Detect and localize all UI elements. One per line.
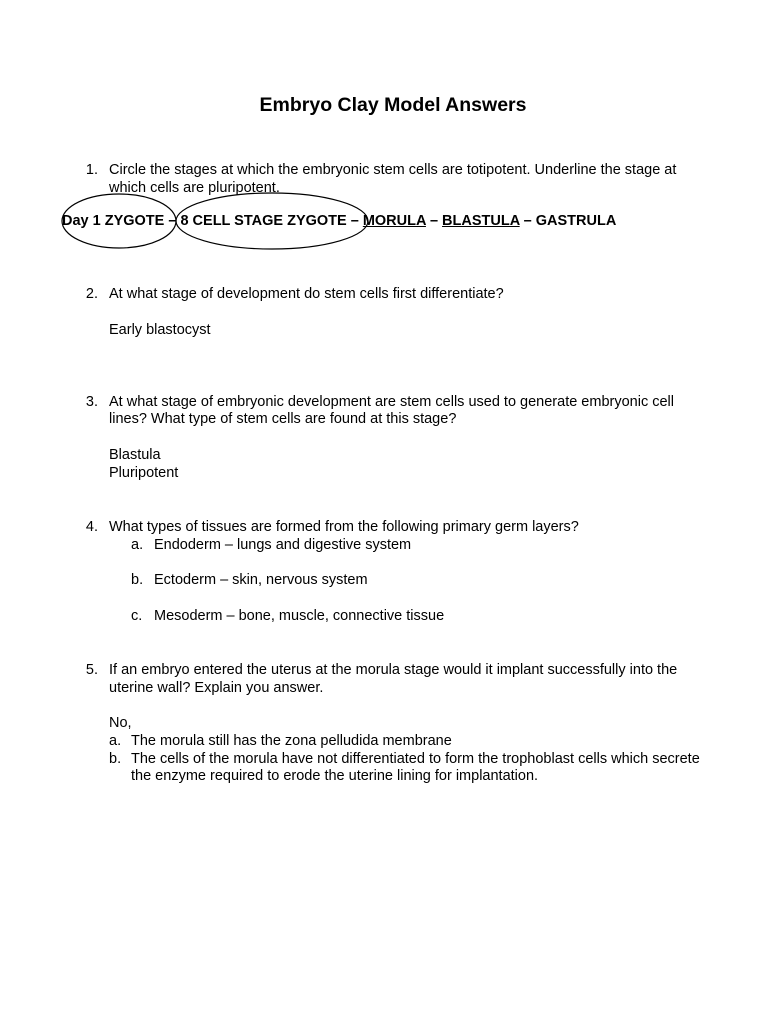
question-1-text-line2: which cells are pluripotent. [109,180,280,196]
stage-8-cell-zygote: 8 CELL STAGE ZYGOTE [180,213,347,229]
stage-separator: – [519,213,536,229]
list-item: Mesoderm – bone, muscle, connective tissue [154,608,445,624]
question-5-number: 5. [85,662,98,678]
page-title: Embryo Clay Model Answers [259,94,527,116]
list-item-continuation: the enzyme required to erode the uterine lining for implantation. [131,768,539,784]
list-item: Ectoderm – skin, nervous system [154,572,368,588]
question-1-text-line1: Circle the stages at which the embryonic stem cells are totipotent. Underline the stage at [109,162,677,178]
list-item-marker: a. [131,537,144,553]
question-2-number: 2. [85,286,98,302]
question-3-text-line2: lines? What type of stem cells are found at this stage? [109,411,457,427]
question-4-number: 4. [85,519,98,535]
list-item-marker: b. [131,572,144,588]
stages-line [62,212,616,230]
question-3-answer-2: Pluripotent [109,465,179,481]
question-5-text-line2: uterine wall? Explain you answer. [109,680,324,696]
list-item: The morula still has the zona pelludida membrane [131,733,452,749]
list-item-marker: c. [131,608,143,624]
list-item: Endoderm – lungs and digestive system [154,537,412,553]
question-3-answer-1: Blastula [109,447,161,463]
stage-blastula: BLASTULA [442,213,520,229]
question-5-answer: No, [109,715,132,731]
question-1-number: 1. [85,162,98,178]
stage-gastrula: GASTRULA [535,213,617,229]
question-2-text: At what stage of development do stem cells first differentiate? [109,286,504,302]
list-item: The cells of the morula have not differentiated to form the trophoblast cells which secrete [131,751,700,767]
stage-separator: – [164,213,181,229]
question-4-text: What types of tissues are formed from the following primary germ layers? [109,519,579,535]
question-5-text-line1: If an embryo entered the uterus at the morula stage would it implant successfully into the [109,662,678,678]
stage-morula: MORULA [362,213,426,229]
list-item-marker: a. [109,733,122,749]
stage-separator: – [425,213,443,229]
question-3-number: 3. [85,394,98,410]
stage-day1-zygote: Day 1 ZYGOTE [62,213,165,229]
question-3-text-line1: At what stage of embryonic development are stem cells used to generate embryonic cell [109,394,674,410]
stage-separator: – [346,213,363,229]
list-item-marker: b. [109,751,122,767]
question-2-answer: Early blastocyst [109,322,211,338]
